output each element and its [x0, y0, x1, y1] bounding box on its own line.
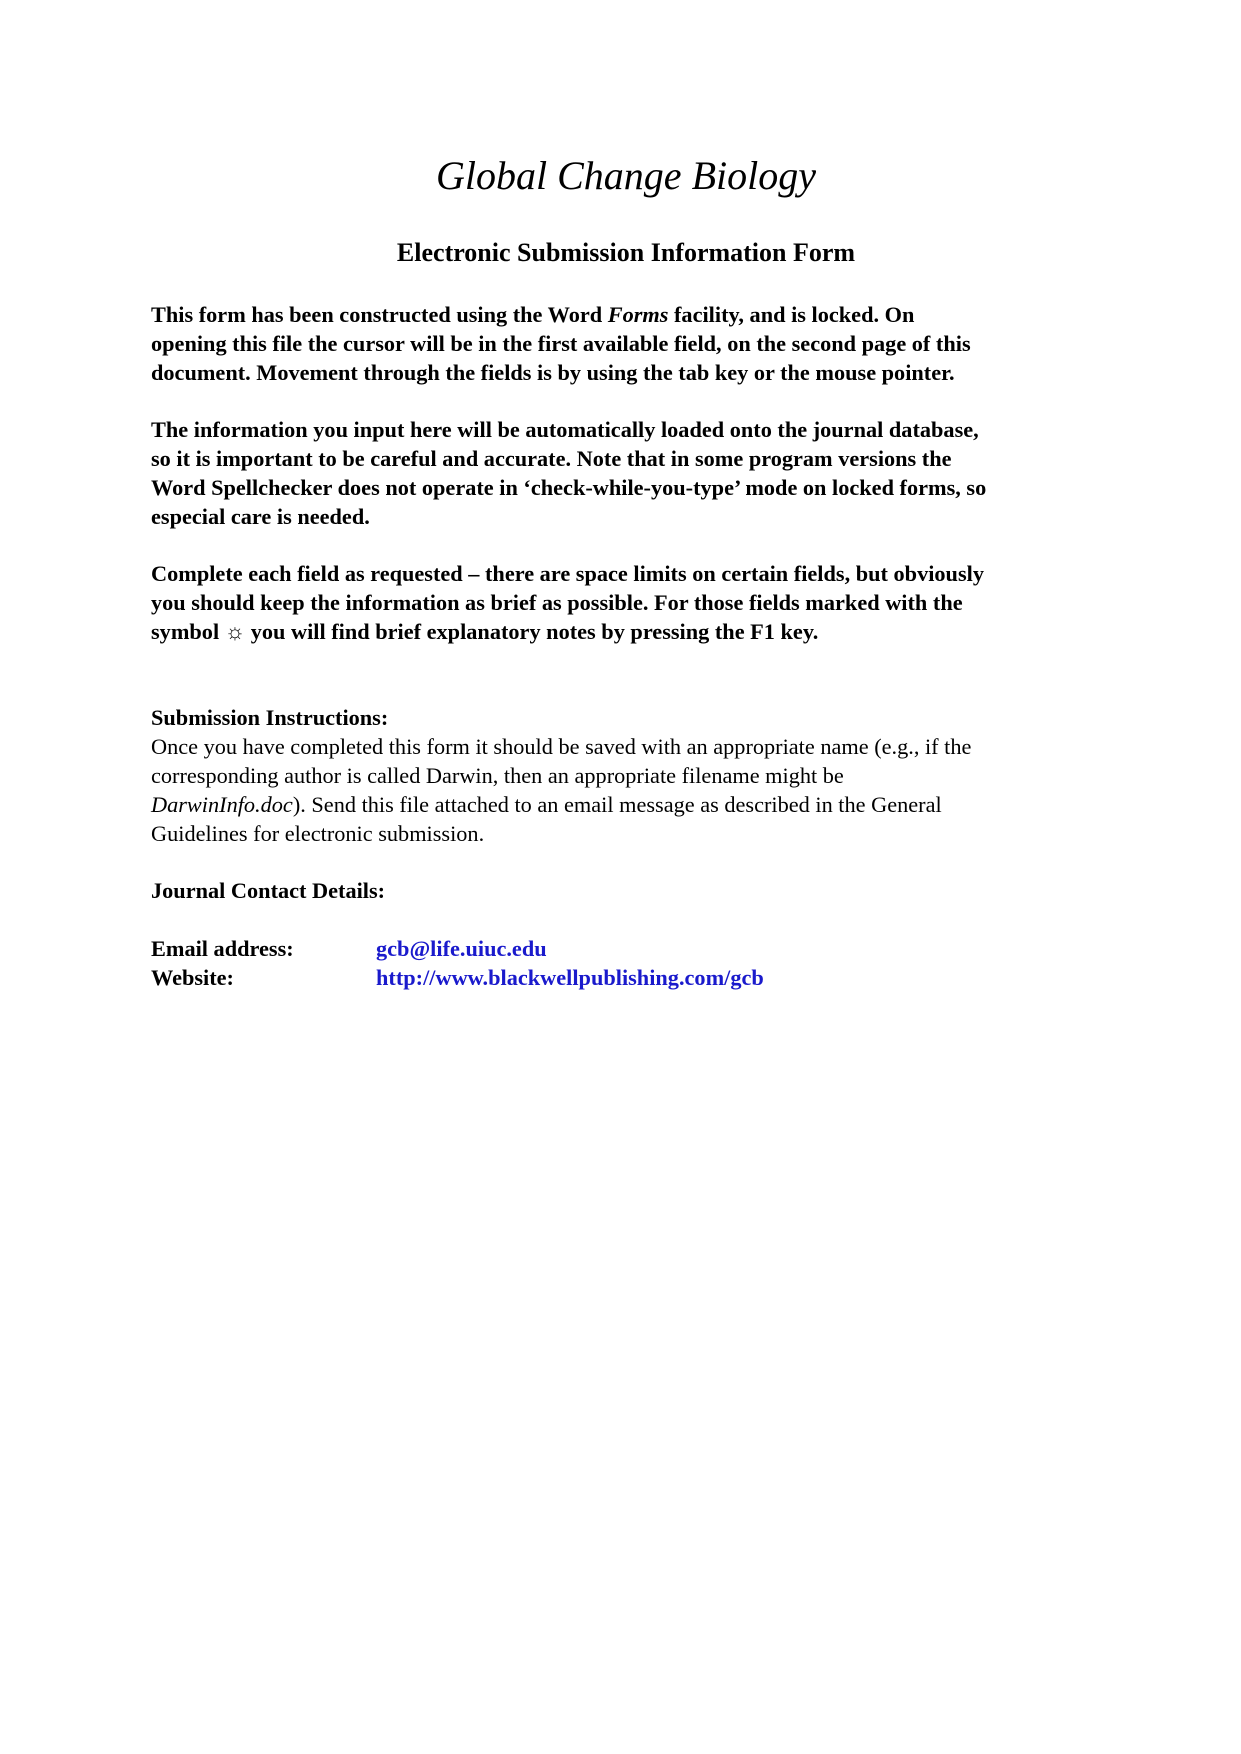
intro-paragraph-3-line-3: symbol ☼ you will find brief explanatory notes by pressing the F1 key.: [151, 619, 819, 644]
intro-paragraph-1-line-2: opening this file the cursor will be in the first available field, on the second page of this: [151, 331, 971, 356]
forms-emphasis: Forms: [607, 302, 669, 327]
intro-paragraph-2-line-2: so it is important to be careful and accurate. Note that in some program versions the: [151, 446, 952, 471]
intro-paragraph-2-line-1: The information you input here will be automatically loaded onto the journal database,: [151, 417, 979, 442]
submission-line-2: corresponding author is called Darwin, then an appropriate filename might be: [151, 763, 844, 788]
intro-paragraph-2-line-4: especial care is needed.: [151, 504, 370, 529]
contact-email-row: [151, 934, 1101, 963]
intro-paragraph-3: [151, 559, 1101, 646]
intro-paragraph-2: [151, 415, 1101, 531]
submission-line-3: DarwinInfo.doc). Send this file attached to an email message as described in the General: [151, 792, 942, 817]
intro-paragraph-1-line-1: This form has been constructed using the Word Forms facility, and is locked. On: [151, 302, 915, 327]
example-filename: DarwinInfo.doc: [151, 792, 293, 817]
email-label: Email address:: [151, 936, 294, 961]
intro-paragraph-1-line-3: document. Movement through the fields is by using the tab key or the mouse pointer.: [151, 360, 955, 385]
website-link[interactable]: http://www.blackwellpublishing.com/gcb: [376, 965, 764, 990]
submission-instructions-heading: Submission Instructions:: [151, 705, 389, 730]
contact-website-row: [151, 963, 1101, 992]
submission-line-1: Once you have completed this form it should be saved with an appropriate name (e.g., if the: [151, 734, 972, 759]
document-subtitle: Electronic Submission Information Form: [396, 238, 856, 267]
website-label: Website:: [151, 965, 234, 990]
submission-line-4: Guidelines for electronic submission.: [151, 821, 485, 846]
submission-instructions-text: [151, 732, 1101, 848]
email-link[interactable]: gcb@life.uiuc.edu: [376, 936, 547, 961]
intro-paragraph-1: [151, 300, 1101, 387]
document-title: Global Change Biology: [436, 153, 816, 198]
intro-paragraph-3-line-2: you should keep the information as brief as possible. For those fields marked with the: [151, 590, 963, 615]
journal-contact-heading: Journal Contact Details:: [151, 878, 386, 903]
intro-paragraph-2-line-3: Word Spellchecker does not operate in ‘check-while-you-type’ mode on locked forms, so: [151, 475, 987, 500]
intro-paragraph-3-line-1: Complete each field as requested – there are space limits on certain fields, but obviously: [151, 561, 984, 586]
